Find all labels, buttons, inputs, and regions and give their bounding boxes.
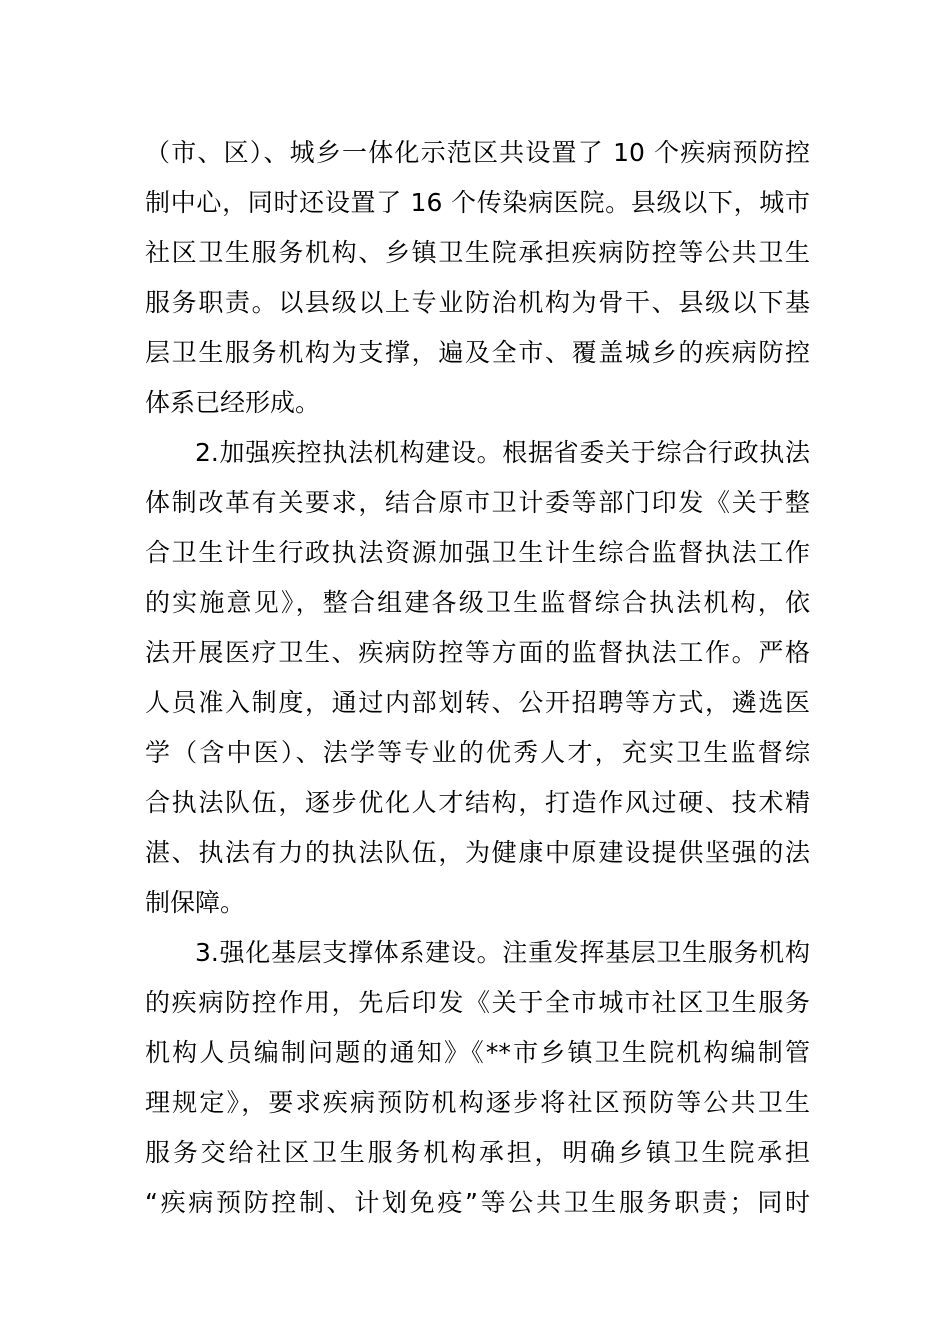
text-line: 学（含中医）、法学等专业的优秀人才，充实卫生监督综 xyxy=(145,738,810,767)
text-line: 机构人员编制问题的通知》《**市乡镇卫生院机构编制管 xyxy=(145,1038,810,1067)
text-line: 湛、执法有力的执法队伍，为健康中原建设提供坚强的法 xyxy=(145,838,810,867)
text-line: 体制改革有关要求，结合原市卫计委等部门印发《关于整 xyxy=(145,488,810,517)
document-body xyxy=(145,128,810,1228)
text-line: 体系已经形成。 xyxy=(145,388,321,417)
text-line: 的疾病防控作用，先后印发《关于全市城市社区卫生服务 xyxy=(145,988,810,1017)
text-line: 3.强化基层支撑体系建设。注重发挥基层卫生服务机构 xyxy=(195,938,810,967)
text-line: 的实施意见》，整合组建各级卫生监督综合执法机构，依 xyxy=(145,588,810,617)
text-line: （市、区）、城乡一体化示范区共设置了 10 个疾病预防控 xyxy=(145,138,810,167)
text-line: “疾病预防控制、计划免疫”等公共卫生服务职责；同时 xyxy=(145,1188,810,1217)
text-line: 法开展医疗卫生、疾病防控等方面的监督执法工作。严格 xyxy=(145,638,810,667)
text-line: 服务交给社区卫生服务机构承担，明确乡镇卫生院承担 xyxy=(145,1138,810,1167)
text-line: 层卫生服务机构为支撑，遍及全市、覆盖城乡的疾病防控 xyxy=(145,338,810,367)
text-line: 制中心，同时还设置了 16 个传染病医院。县级以下，城市 xyxy=(145,188,810,217)
text-line: 合执法队伍，逐步优化人才结构，打造作风过硬、技术精 xyxy=(145,788,810,817)
text-line: 服务职责。以县级以上专业防治机构为骨干、县级以下基 xyxy=(145,288,810,317)
text-line: 合卫生计生行政执法资源加强卫生计生综合监督执法工作 xyxy=(145,538,810,567)
text-line: 社区卫生服务机构、乡镇卫生院承担疾病防控等公共卫生 xyxy=(145,238,810,267)
text-line: 人员准入制度，通过内部划转、公开招聘等方式，遴选医 xyxy=(145,688,810,717)
text-line: 理规定》，要求疾病预防机构逐步将社区预防等公共卫生 xyxy=(145,1088,810,1117)
text-line: 制保障。 xyxy=(145,888,246,917)
text-line: 2.加强疾控执法机构建设。根据省委关于综合行政执法 xyxy=(195,438,810,467)
